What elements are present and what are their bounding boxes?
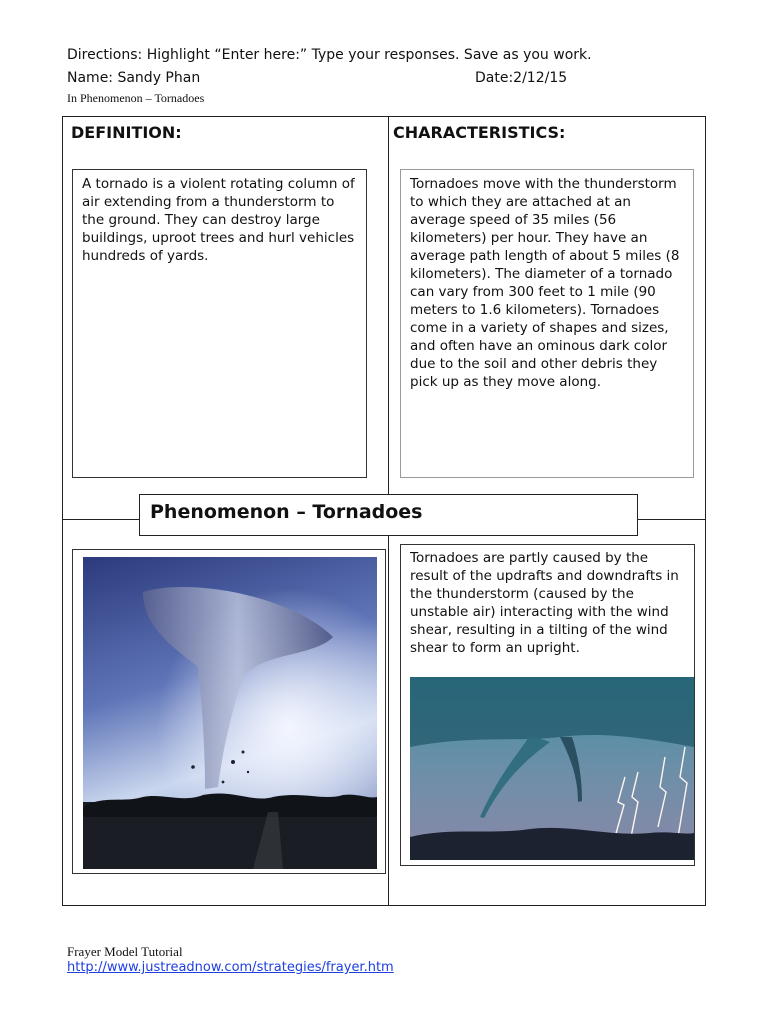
directions-text: Directions: Highlight “Enter here:” Type your responses. Save as you work.: [67, 47, 592, 63]
tornado-photo: [83, 557, 377, 869]
causes-text: Tornadoes are partly caused by the result of the updrafts and downdrafts in the thunderstorm (caused by the unstable air) interacting with the wind shear, resulting in a tilting of the wind shear to form an upright.: [410, 550, 679, 656]
center-title-box[interactable]: [139, 494, 638, 536]
characteristics-heading: CHARACTERISTICS:: [393, 123, 566, 142]
frayer-tutorial-link[interactable]: http://www.justreadnow.com/strategies/frayer.htm: [67, 960, 394, 975]
tornado-photo-frame: [72, 549, 386, 874]
definition-heading: DEFINITION:: [71, 123, 182, 142]
definition-textbox[interactable]: [72, 169, 367, 478]
characteristics-textbox[interactable]: [400, 169, 694, 478]
center-title-text: Phenomenon – Tornadoes: [150, 501, 423, 523]
date-text: Date:2/12/15: [475, 70, 568, 86]
student-name: Name: Sandy Phan: [67, 70, 201, 86]
definition-text: A tornado is a violent rotating column of air extending from a thunderstorm to the ground. They can destroy large buildings, uproot trees and hurl vehicles hundreds of yards.: [82, 176, 355, 264]
characteristics-text: Tornadoes move with the thunderstorm to which they are attached at an average speed of 35 miles (56 kilometers) per hour. They have an average path length of about 5 miles (8 kilometers). The diameter of a tornado can vary from 300 feet to 1 mile (90 meters to 1.6 kilometers). Tornadoes come in a variety of shapes and sizes, and often have an ominous dark color due to the soil and other debris they pick up as they move along.: [410, 176, 680, 390]
document-subtitle: In Phenomenon – Tornadoes: [67, 91, 205, 105]
tornado-lightning-photo: [410, 677, 694, 860]
footer-tutorial-label: Frayer Model Tutorial: [67, 944, 183, 959]
